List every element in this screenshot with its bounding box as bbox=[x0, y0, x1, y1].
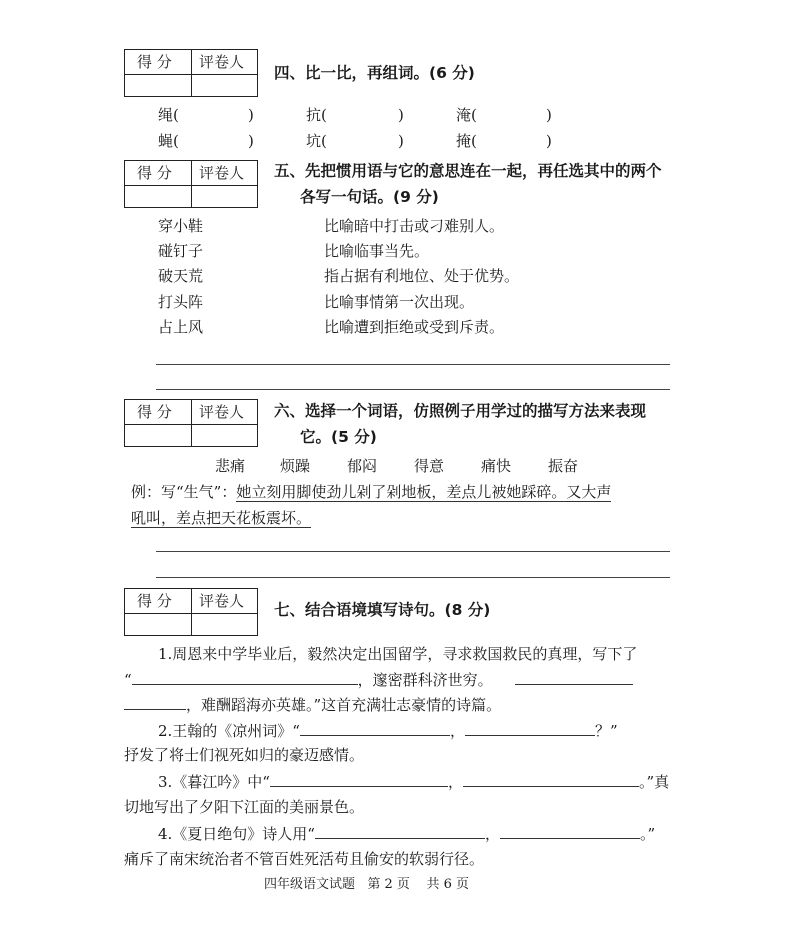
grader-label: 评卷人 bbox=[199, 592, 245, 610]
q6-answer-line-2[interactable] bbox=[156, 577, 670, 578]
q7-item1-line3: ，难酬蹈海亦英雄。”这首充满壮志豪情的诗篇。 bbox=[124, 693, 501, 716]
q4-char-1: 绳( bbox=[158, 106, 179, 124]
q5-title-line2: 各写一句话。(9 分) bbox=[300, 188, 439, 206]
score-label: 得 分 bbox=[137, 403, 172, 421]
q6-title-line2: 它。(5 分) bbox=[300, 428, 377, 446]
q6-word-3: 郁闷 bbox=[347, 457, 378, 475]
score-box-q6 bbox=[124, 399, 258, 447]
q5-answer-line-2[interactable] bbox=[156, 389, 670, 390]
q4-title: 四、比一比，再组词。(6 分) bbox=[274, 64, 475, 82]
q7-blank-6[interactable] bbox=[463, 770, 639, 787]
score-label: 得 分 bbox=[137, 592, 172, 610]
q7-item2-line2: 抒发了将士们视死如归的豪迈感情。 bbox=[124, 746, 365, 764]
q5-idiom-5: 占上风 bbox=[158, 318, 204, 336]
q4-char-3: 淹( bbox=[456, 106, 477, 124]
score-box-q4 bbox=[124, 49, 258, 97]
q6-example-line2 bbox=[131, 507, 311, 529]
q7-blank-3[interactable] bbox=[300, 719, 450, 736]
score-box-q7 bbox=[124, 588, 258, 636]
q7-item2-line1: 2.王翰的《凉州词》“ ， ？” bbox=[158, 719, 618, 742]
q7-item4-line2: 痛斥了南宋统治者不管百姓死活苟且偷安的软弱行径。 bbox=[124, 850, 485, 868]
q5-meaning-4: 比喻事情第一次出现。 bbox=[324, 293, 475, 311]
q7-blank-5[interactable] bbox=[270, 770, 448, 787]
q7-item3-line2: 切地写出了夕阳下江面的美丽景色。 bbox=[124, 798, 365, 816]
score-label: 得 分 bbox=[137, 53, 172, 71]
q7-item1-line2: “ ，邃密群科济世穷。 bbox=[124, 668, 633, 691]
q6-answer-line-1[interactable] bbox=[156, 551, 670, 552]
q7-blank-2b[interactable] bbox=[124, 693, 186, 710]
q5-meaning-1: 比喻暗中打击或刁难别人。 bbox=[324, 217, 505, 235]
q4-char-4: 蝇( bbox=[158, 132, 179, 150]
q5-idiom-2: 碰钉子 bbox=[158, 242, 204, 260]
q6-word-6: 振奋 bbox=[548, 457, 579, 475]
q6-word-2: 烦躁 bbox=[280, 457, 311, 475]
q4-char-2: 抗( bbox=[306, 106, 327, 124]
q4-char-6: 掩( bbox=[456, 132, 477, 150]
grader-label: 评卷人 bbox=[199, 164, 245, 182]
q7-item1-line1: 1.周恩来中学毕业后，毅然决定出国留学，寻求救国救民的真理，写下了 bbox=[158, 645, 638, 663]
q4-paren-1: ) bbox=[248, 106, 254, 124]
q5-idiom-3: 破天荒 bbox=[158, 267, 204, 285]
q7-blank-1[interactable] bbox=[132, 668, 358, 685]
q7-blank-4[interactable] bbox=[465, 719, 595, 736]
page-footer: 四年级语文试题 第 2 页 共 6 页 bbox=[264, 877, 469, 892]
q7-title: 七、结合语境填写诗句。(8 分) bbox=[274, 601, 491, 619]
grader-label: 评卷人 bbox=[199, 403, 245, 421]
score-box-q5 bbox=[124, 160, 258, 208]
q4-paren-3: ) bbox=[546, 106, 552, 124]
q7-blank-2a[interactable] bbox=[515, 668, 633, 685]
q6-example-sentence-1: 她立刻用脚使劲儿剁了剁地板，差点儿被她踩碎。又大声 bbox=[236, 483, 612, 501]
q7-blank-7[interactable] bbox=[315, 822, 485, 839]
q4-paren-6: ) bbox=[546, 132, 552, 150]
q6-word-1: 悲痛 bbox=[215, 457, 246, 475]
q6-word-4: 得意 bbox=[414, 457, 445, 475]
q6-example-prefix: 例：写“生气”： bbox=[131, 483, 237, 501]
grader-label: 评卷人 bbox=[199, 53, 245, 71]
q6-title-line1: 六、选择一个词语，仿照例子用学过的描写方法来表现 bbox=[274, 402, 647, 420]
q7-blank-8[interactable] bbox=[500, 822, 640, 839]
q5-title-line1: 五、先把惯用语与它的意思连在一起，再任选其中的两个 bbox=[274, 162, 662, 180]
q6-example-sentence-2: 吼叫，差点把天花板震坏。 bbox=[131, 509, 312, 527]
q4-char-5: 坑( bbox=[306, 132, 327, 150]
q5-idiom-1: 穿小鞋 bbox=[158, 217, 204, 235]
score-label: 得 分 bbox=[137, 164, 172, 182]
q6-word-5: 痛快 bbox=[481, 457, 512, 475]
q4-paren-2: ) bbox=[398, 106, 404, 124]
q7-item4-line1: 4.《夏日绝句》诗人用“ ， 。” bbox=[158, 822, 655, 845]
q5-meaning-5: 比喻遭到拒绝或受到斥责。 bbox=[324, 318, 505, 336]
q5-meaning-3: 指占据有利地位、处于优势。 bbox=[324, 267, 520, 285]
q4-paren-4: ) bbox=[248, 132, 254, 150]
q5-idiom-4: 打头阵 bbox=[158, 293, 204, 311]
q7-item3-line1: 3.《暮江吟》中“ ， 。”真 bbox=[158, 770, 669, 793]
q5-meaning-2: 比喻临事当先。 bbox=[324, 242, 430, 260]
q6-example-line1 bbox=[131, 481, 611, 503]
q5-answer-line-1[interactable] bbox=[156, 364, 670, 365]
q4-paren-5: ) bbox=[398, 132, 404, 150]
